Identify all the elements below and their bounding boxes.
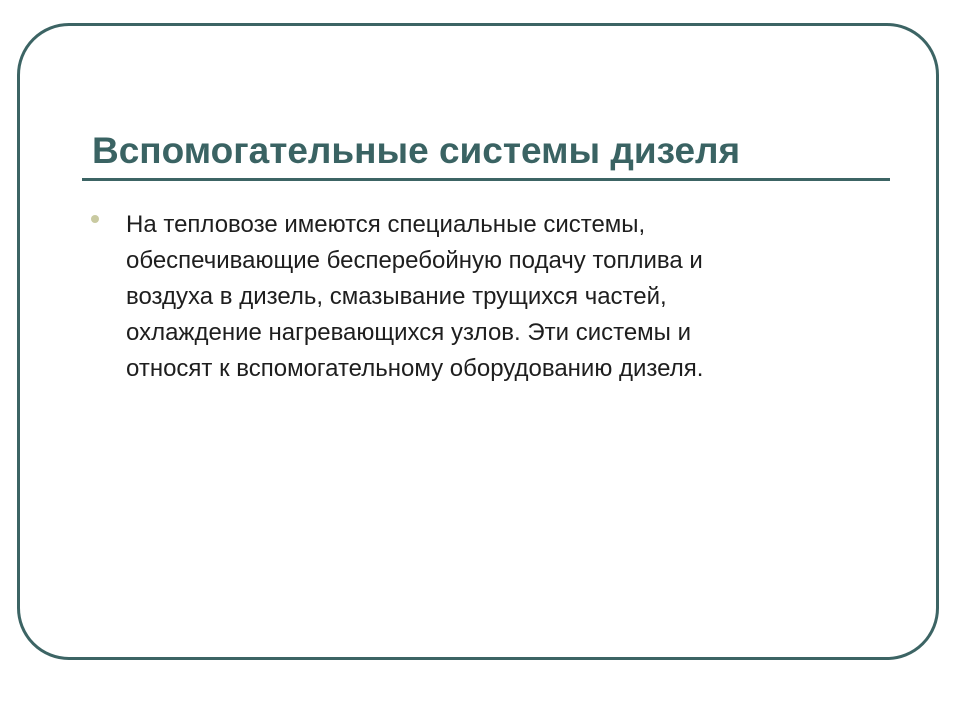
bullet-line: воздуха в дизель, смазывание трущихся частей, xyxy=(126,283,667,310)
bullet-dot-icon xyxy=(91,215,99,223)
slide-title: Вспомогательные системы дизеля xyxy=(92,130,741,171)
bullet-item xyxy=(126,207,856,387)
bullet-line: охлаждение нагревающихся узлов. Эти системы и xyxy=(126,319,691,346)
title-underline xyxy=(82,178,890,181)
bullet-line: На тепловозе имеются специальные системы, xyxy=(126,211,646,238)
bullet-line: обеспечивающие бесперебойную подачу топлива и xyxy=(126,247,703,274)
bullet-line: относят к вспомогательному оборудованию дизеля. xyxy=(126,355,704,382)
